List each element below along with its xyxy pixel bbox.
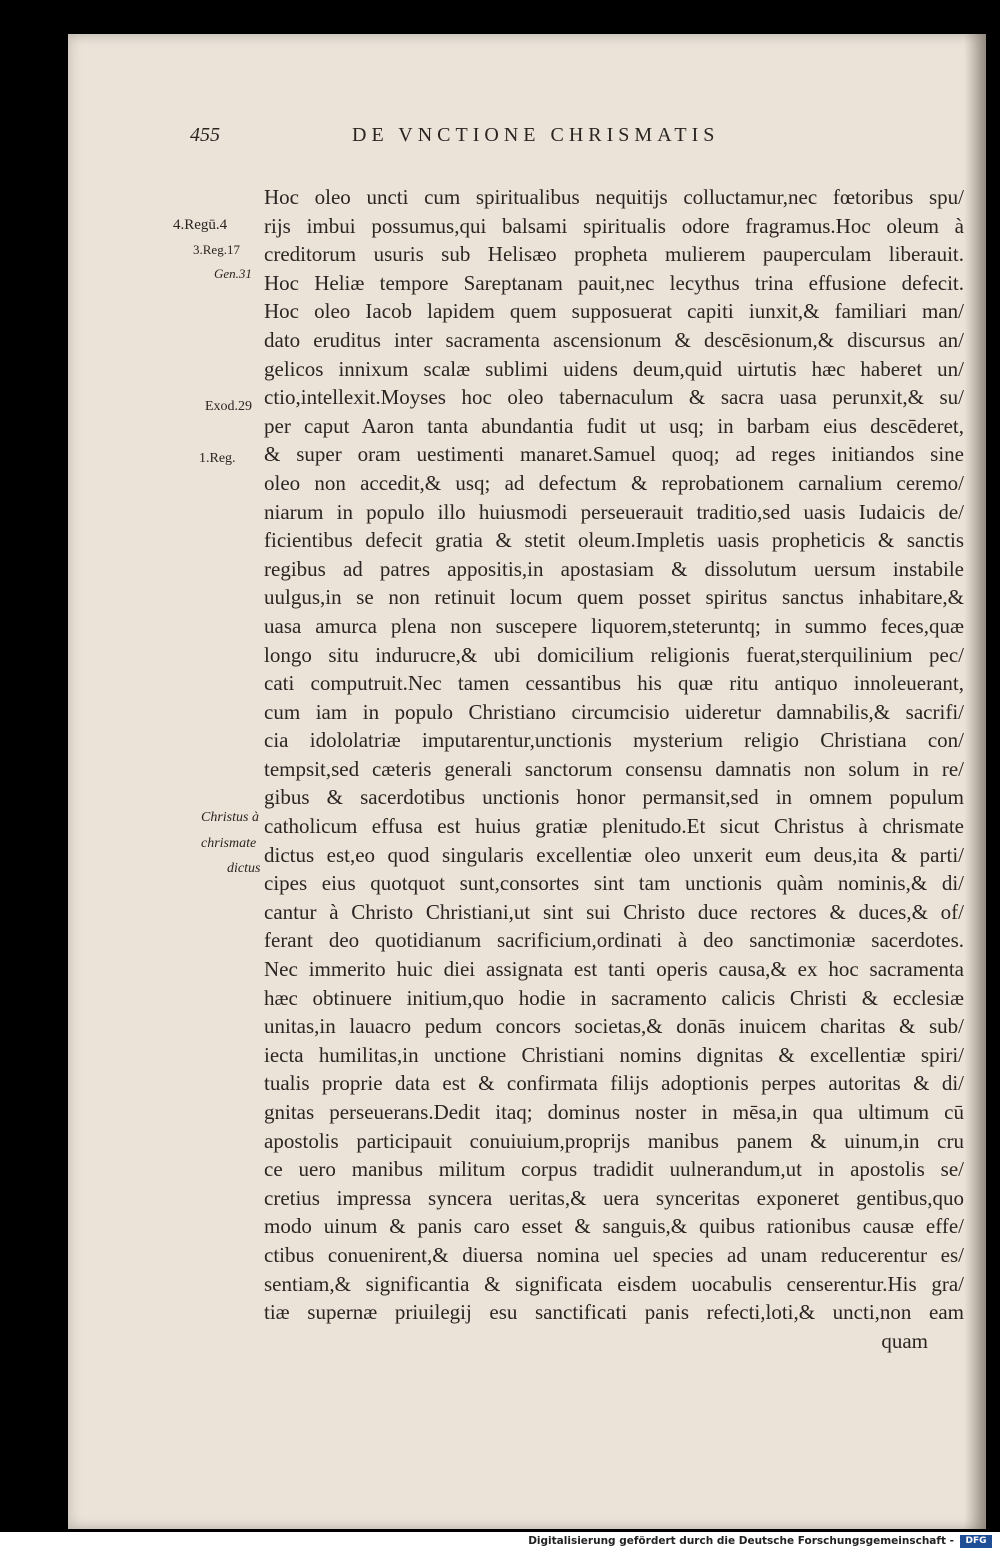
text-line: Hoc oleo Iacob lapidem quem supposuerat capiti iunxit,& familiari man/ xyxy=(264,299,964,324)
text-line: cati computruit.Nec tamen cessantibus his quæ ritu antiquo innoleuerant, xyxy=(264,671,964,696)
footer-bar xyxy=(0,1532,1000,1551)
marginal-reference: 3.Reg.17 xyxy=(193,242,240,257)
text-line: cretius impressa syncera ueritas,& uera synceritas exponeret gentibus,quo xyxy=(264,1185,964,1210)
text-line: catholicum effusa est huius gratiæ plenitudo.Et sicut Christus à chrismate xyxy=(264,814,964,839)
text-line: cipes eius quotquot sunt,consortes sint tam unctionis quàm nominis,& di/ xyxy=(264,871,964,896)
text-line: ferant deo quotidianum sacrificium,ordinati à deo sanctimoniæ sacerdotes. xyxy=(264,928,964,953)
text-line: dato eruditus inter sacramenta ascensionum & descēsionum,& discursus an/ xyxy=(264,327,964,352)
text-line: Hoc Heliæ tempore Sareptanam pauit,nec lecythus trina effusione defecit. xyxy=(264,270,964,295)
page-number: 455 xyxy=(190,124,220,146)
marginal-note: dictus xyxy=(227,861,261,876)
text-line: gibus & sacerdotibus unctionis honor permansit,sed in omnem populum xyxy=(264,785,964,810)
text-line: ce uero manibus militum corpus tradidit uulnerandum,ut in apostolis se/ xyxy=(264,1157,964,1182)
marginal-reference: 4.Regū.4 xyxy=(173,217,228,233)
main-text-block xyxy=(264,183,964,1355)
text-line: tualis proprie data est & confirmata filijs adoptionis perpes autoritas & di/ xyxy=(264,1071,964,1096)
text-line: cantur à Christo Christiani,ut sint sui Christo duce rectores & duces,& of/ xyxy=(264,899,964,924)
text-line: Hoc oleo uncti cum spiritualibus nequitijs colluctamur,nec fœtoribus spu/ xyxy=(264,185,964,209)
text-line: tiæ supernæ priuilegij esu sanctificati panis refecti,loti,& uncti,non eam xyxy=(264,1300,964,1325)
text-line: gnitas perseuerans.Dedit itaq; dominus noster in mēsa,in qua ultimum cū xyxy=(264,1100,964,1124)
dfg-logo: DFG xyxy=(960,1535,992,1548)
running-title: DE VNCTIONE CHRISMATIS xyxy=(352,124,720,146)
text-line: apostolis participauit conuiuium,proprijs manibus panem & uinum,in cru xyxy=(264,1128,964,1153)
text-line: rijs imbui possumus,qui balsami spiritualis odore fragramus.Hoc oleum à xyxy=(264,213,964,238)
marginal-note: chrismate xyxy=(201,836,257,851)
funding-credit: Digitalisierung gefördert durch die Deutsche Forschungsgemeinschaft - xyxy=(528,1535,954,1547)
text-line: per caput Aaron tanta abundantia fudit ut usq; in barbam eius descēderet, xyxy=(264,413,964,438)
page-spine-shadow xyxy=(964,34,986,1529)
text-line: cia idololatriæ imputarentur,unctionis mysterium religio Christiana con/ xyxy=(264,728,964,753)
text-line: modo uinum & panis caro esset & sanguis,& quibus rationibus causæ effe/ xyxy=(264,1214,964,1239)
text-line: unitas,in lauacro pedum concors societas,& donās inuicem charitas & sub/ xyxy=(264,1014,964,1039)
text-line: regibus ad patres appositis,in apostasiam & dissolutum uersum instabile xyxy=(264,556,964,581)
text-line: niarum in populo illo huiusmodi perseuerauit traditio,sed uasis Iudaicis de/ xyxy=(264,499,964,524)
text-line: hæc obtinuere initium,quo hodie in sacramento calicis Christi & ecclesiæ xyxy=(264,985,964,1010)
text-line: oleo non accedit,& usq; ad defectum & reprobationem carnalium ceremo/ xyxy=(264,470,964,495)
text-line: ctio,intellexit.Moyses hoc oleo tabernaculum & sacra uasa perunxit,& su/ xyxy=(264,385,964,410)
text-line: ctibus conuenirent,& diuersa nomina uel species ad unam reducerentur es/ xyxy=(264,1242,964,1267)
marginal-reference: 1.Reg. xyxy=(199,451,236,466)
page-header xyxy=(190,124,920,154)
text-line: dictus est,eo quod singularis excellentiæ oleo unxerit eum deus,ita & parti/ xyxy=(264,842,964,867)
catchword: quam xyxy=(881,1328,928,1353)
text-line: ficientibus defecit gratia & stetit oleum.Impletis uasis propheticis & sanctis xyxy=(264,528,964,553)
text-line: uasa amurca plena non suscepere liquorem,steteruntq; in summo feces,quæ xyxy=(264,613,964,638)
text-line: gelicos innixum scalæ sublimi uidens deum,quid uirtutis hæc haberet un/ xyxy=(264,356,964,381)
text-line: longo situ indurucre,& ubi domicilium religionis fuerat,sterquilinium pec/ xyxy=(264,642,964,667)
marginal-note: Christus à xyxy=(201,810,259,825)
marginal-reference: Gen.31 xyxy=(214,266,252,281)
text-line: Nec immerito huic diei assignata est tanti operis causa,& ex hoc sacramenta xyxy=(264,957,964,982)
marginal-reference: Exod.29 xyxy=(205,399,253,414)
text-line: & super oram uestimenti manaret.Samuel quoq; ad reges initiandos sine xyxy=(264,442,964,467)
text-line: uulgus,in se non retinuit locum quem posset spiritus sanctus inhabitare,& xyxy=(264,585,964,610)
text-line: sentiam,& significantia & significata eisdem uocabulis censerentur.His gra/ xyxy=(264,1271,964,1296)
text-line: iecta humilitas,in unctione Christiani nomins dignitas & excellentiæ spiri/ xyxy=(264,1042,964,1067)
text-line: tempsit,sed cæteris generali sanctorum consensu damnatis non solum in re/ xyxy=(264,756,964,781)
text-line: creditorum usuris sub Helisæo propheta mulierem pauperculam liberauit. xyxy=(264,242,964,267)
text-line: cum iam in populo Christiano circumcisio uideretur damnabilis,& sacrifi/ xyxy=(264,699,964,724)
